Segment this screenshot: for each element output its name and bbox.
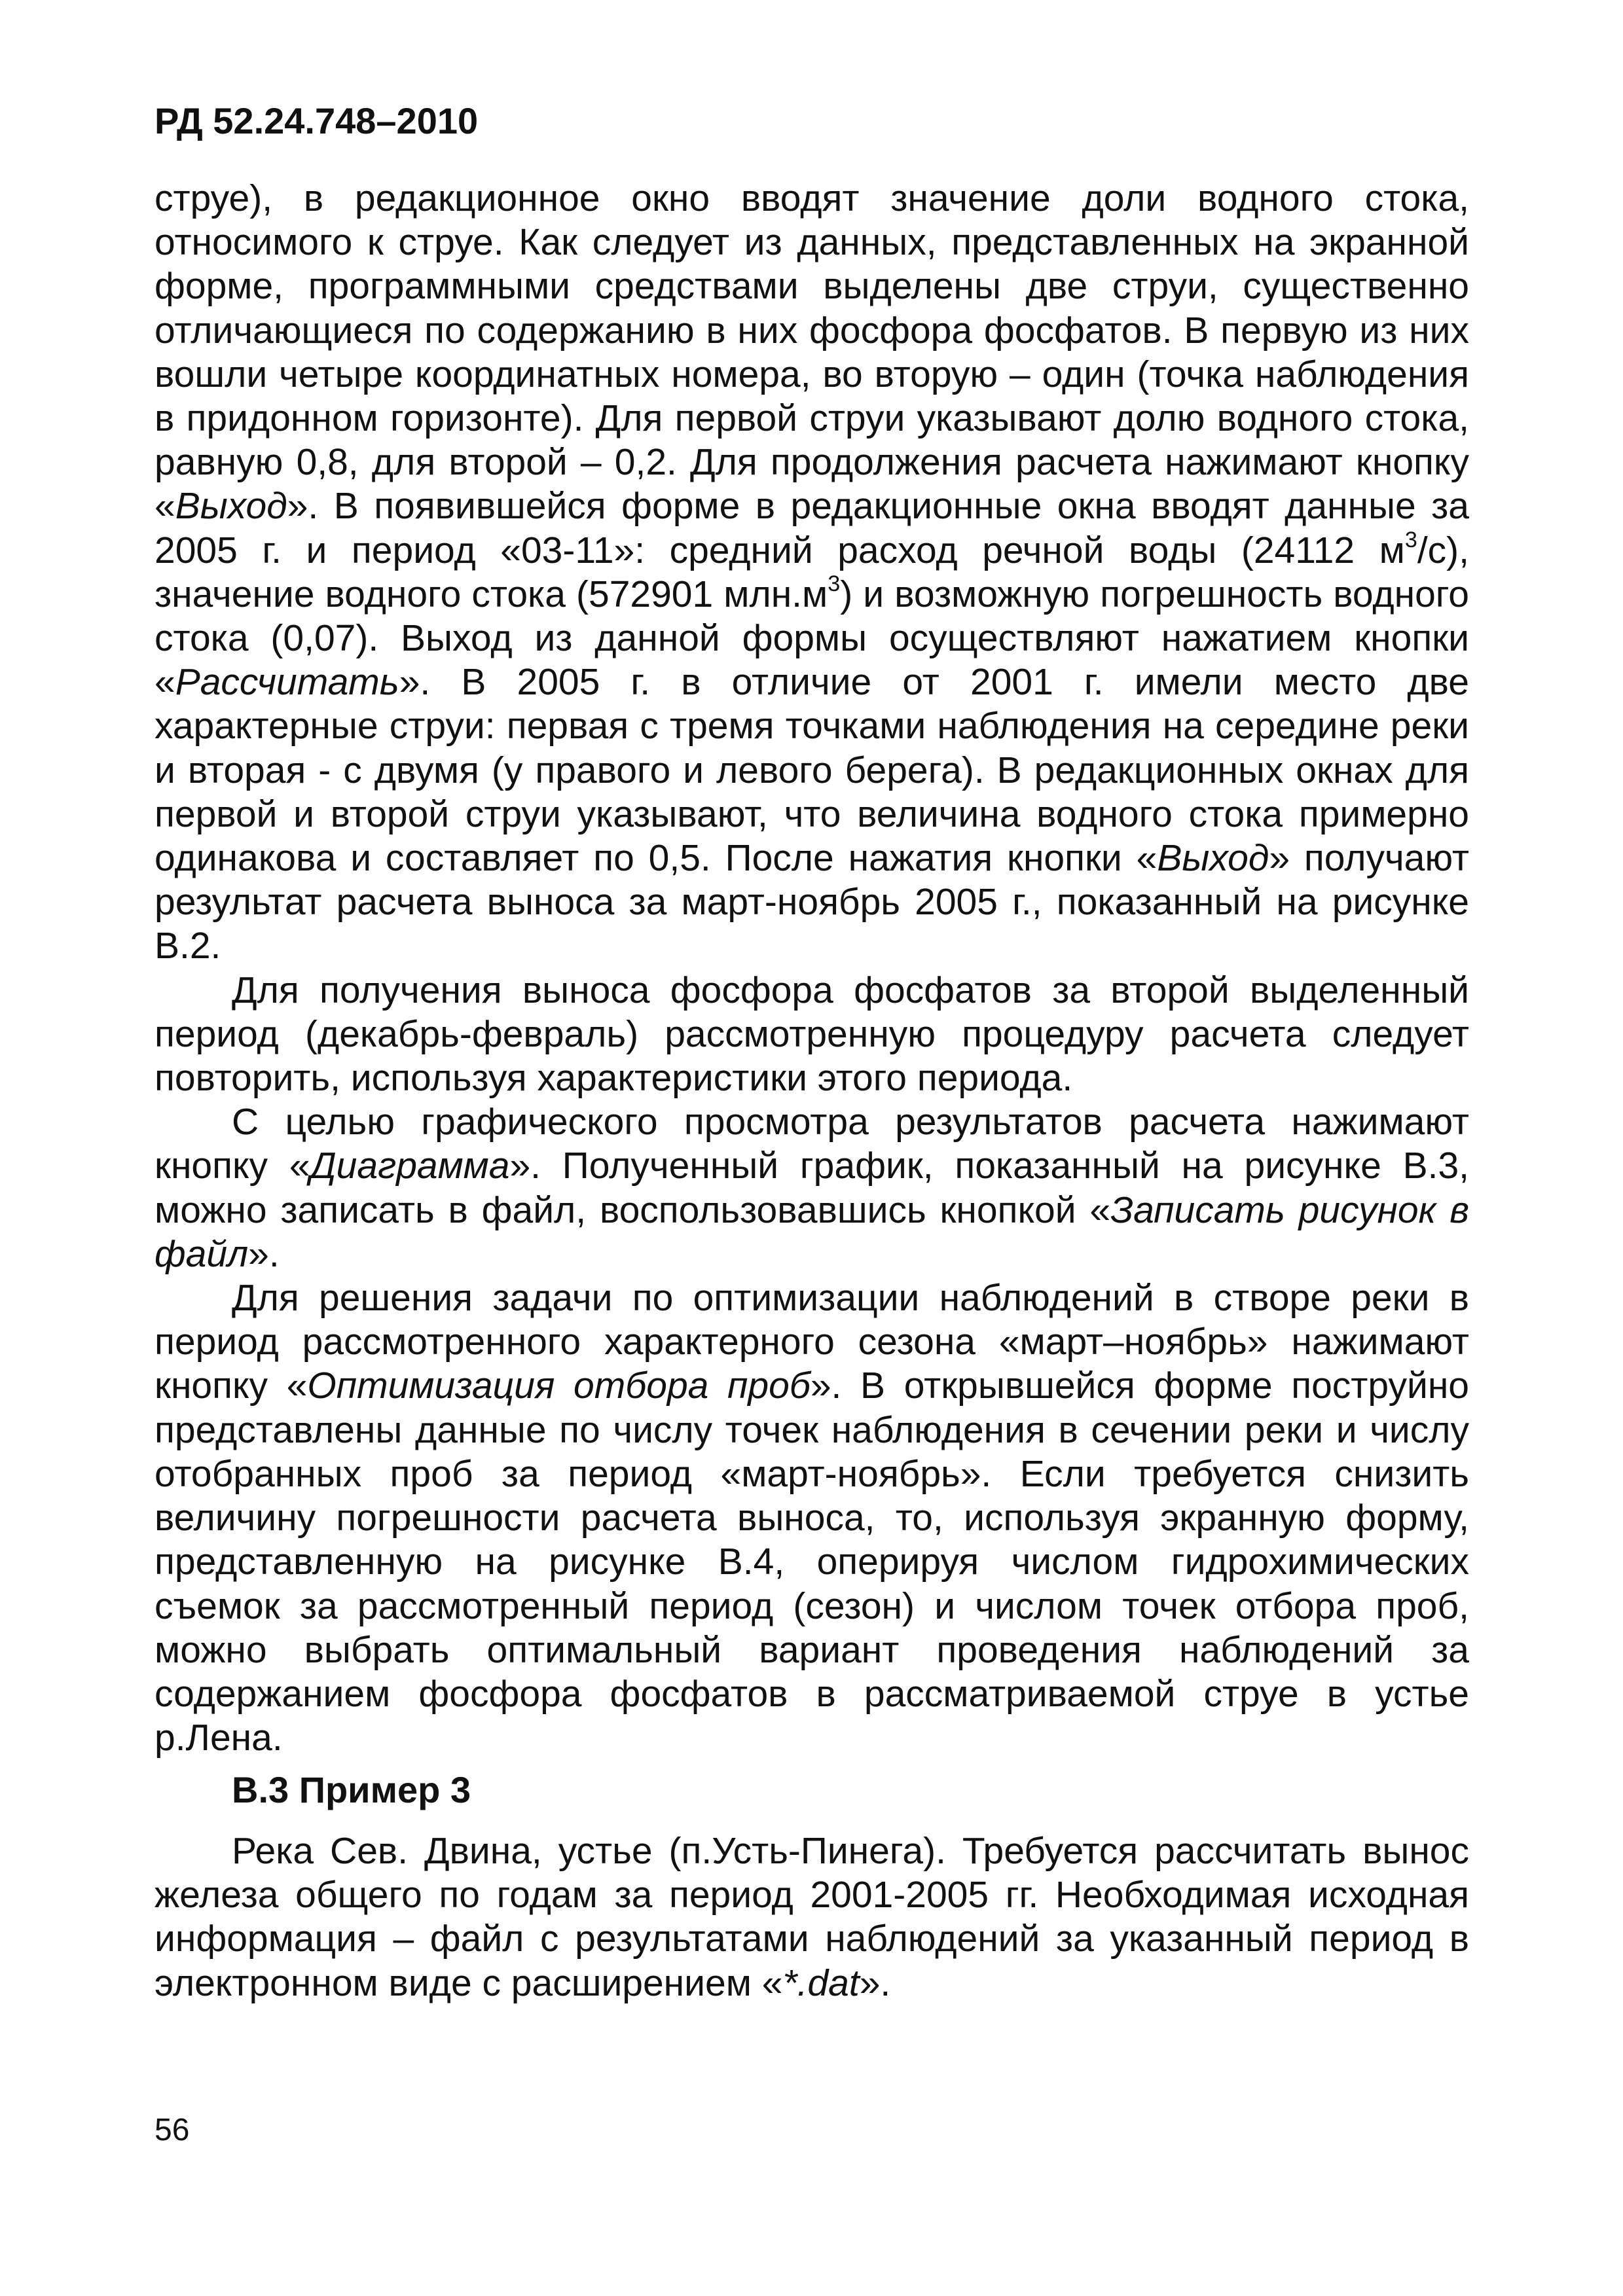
text-run: струе), в редакционное окно вводят значение доли водного стока, относимого к струе. Как следует из данных, представленных на экранной форме, программными средствами выделены две струи, существенно отличающиеся по содержанию в них фосфора фосфатов. В первую из них вошли четыре координатных номера, во вторую – один (точка наблюдения в придонном горизонте). Для первой струи указывают долю водного стока, равную 0,8, для второй – 0,2. Для продолжения расчета нажимают кнопку « bbox=[155, 177, 1469, 528]
text-run: Река Сев. Двина, устье (п.Усть-Пинега). Требуется рассчитать вынос железа общего по годам за период 2001-2005 гг. Необходимая исходная информация – файл с результатами наблюдений за указанный период в электронном виде с расширением « bbox=[155, 1830, 1469, 2004]
button-name-save-figure: Записать рисунок в файл bbox=[155, 1189, 1469, 1275]
superscript: 3 bbox=[828, 571, 841, 596]
paragraph-1 bbox=[155, 177, 1469, 969]
superscript: 3 bbox=[1404, 527, 1417, 552]
text-run: ». Полученный график, показанный на рисунке В.3, можно записать в файл, воспользовавшись кнопкой « bbox=[155, 1145, 1469, 1231]
page-number: 56 bbox=[155, 2113, 190, 2147]
button-name-exit: Выход bbox=[175, 485, 287, 528]
text-run: ». bbox=[859, 1962, 891, 2004]
text-run: ) и возможную погрешность водного стока (0,07). Выход из данной формы осуществляют нажатием кнопки « bbox=[155, 573, 1470, 704]
body-text bbox=[155, 177, 1469, 1760]
paragraph-5 bbox=[155, 1829, 1469, 2005]
file-extension: *.dat bbox=[782, 1962, 860, 2004]
section-heading: В.3 Пример 3 bbox=[232, 1769, 471, 1810]
text-run: С целью графического просмотра результатов расчета нажимают кнопку « bbox=[155, 1101, 1469, 1187]
button-name-sampling-optimization: Оптимизация отбора проб bbox=[307, 1365, 811, 1407]
text-run: ». В открывшейся форме поструйно представлены данные по числу точек наблюдения в сечении реки и числу отобранных проб за период «март-ноябрь». Если требуется снизить величину погрешности расчета выноса, то, используя экранную форму, представленную на рисунке В.4, оперируя числом гидрохимических съемок за рассмотренный период (сезон) и числом точек отбора проб, можно выбрать оптимальный вариант проведения наблюдений за содержанием фосфора фосфатов в рассматриваемой струе в устье р.Лена. bbox=[155, 1365, 1469, 1759]
button-name-exit: Выход bbox=[1157, 837, 1269, 880]
text-run: ». В 2005 г. в отличие от 2001 г. имели место две характерные струи: первая с тремя точками наблюдения на середине реки и вторая - с двумя (у правого и левого берега). В редакционных окнах для первой и второй струи указывают, что величина водного стока примерно одинакова и составляет по 0,5. После нажатия кнопки « bbox=[155, 661, 1469, 880]
paragraph-2: Для получения выноса фосфора фосфатов за второй выделенный период (декабрь-февраль) рассмотренную процедуру расчета следует повторить, используя характеристики этого периода. bbox=[155, 969, 1469, 1100]
text-run: Для решения задачи по оптимизации наблюдений в створе реки в период рассмотренного характерного сезона «март–ноябрь» нажимают кнопку « bbox=[155, 1277, 1469, 1407]
text-run: ». bbox=[248, 1232, 280, 1275]
paragraph-4 bbox=[155, 1276, 1469, 1760]
button-name-calculate: Рассчитать bbox=[175, 661, 399, 704]
button-name-diagram: Диаграмма bbox=[310, 1145, 510, 1187]
document-code: РД 52.24.748–2010 bbox=[155, 100, 479, 141]
section-text bbox=[155, 1829, 1469, 2005]
text-run: /с), значение водного стока (572901 млн.м bbox=[155, 529, 1469, 615]
text-run: » получают результат расчета выноса за март-ноябрь 2005 г., показанный на рисунке В.2. bbox=[155, 837, 1469, 967]
paragraph-3 bbox=[155, 1100, 1469, 1276]
text-run: ». В появившейся форме в редакционные окна вводят данные за 2005 г. и период «03-11»: средний расход речной воды (24112 м bbox=[155, 485, 1469, 571]
